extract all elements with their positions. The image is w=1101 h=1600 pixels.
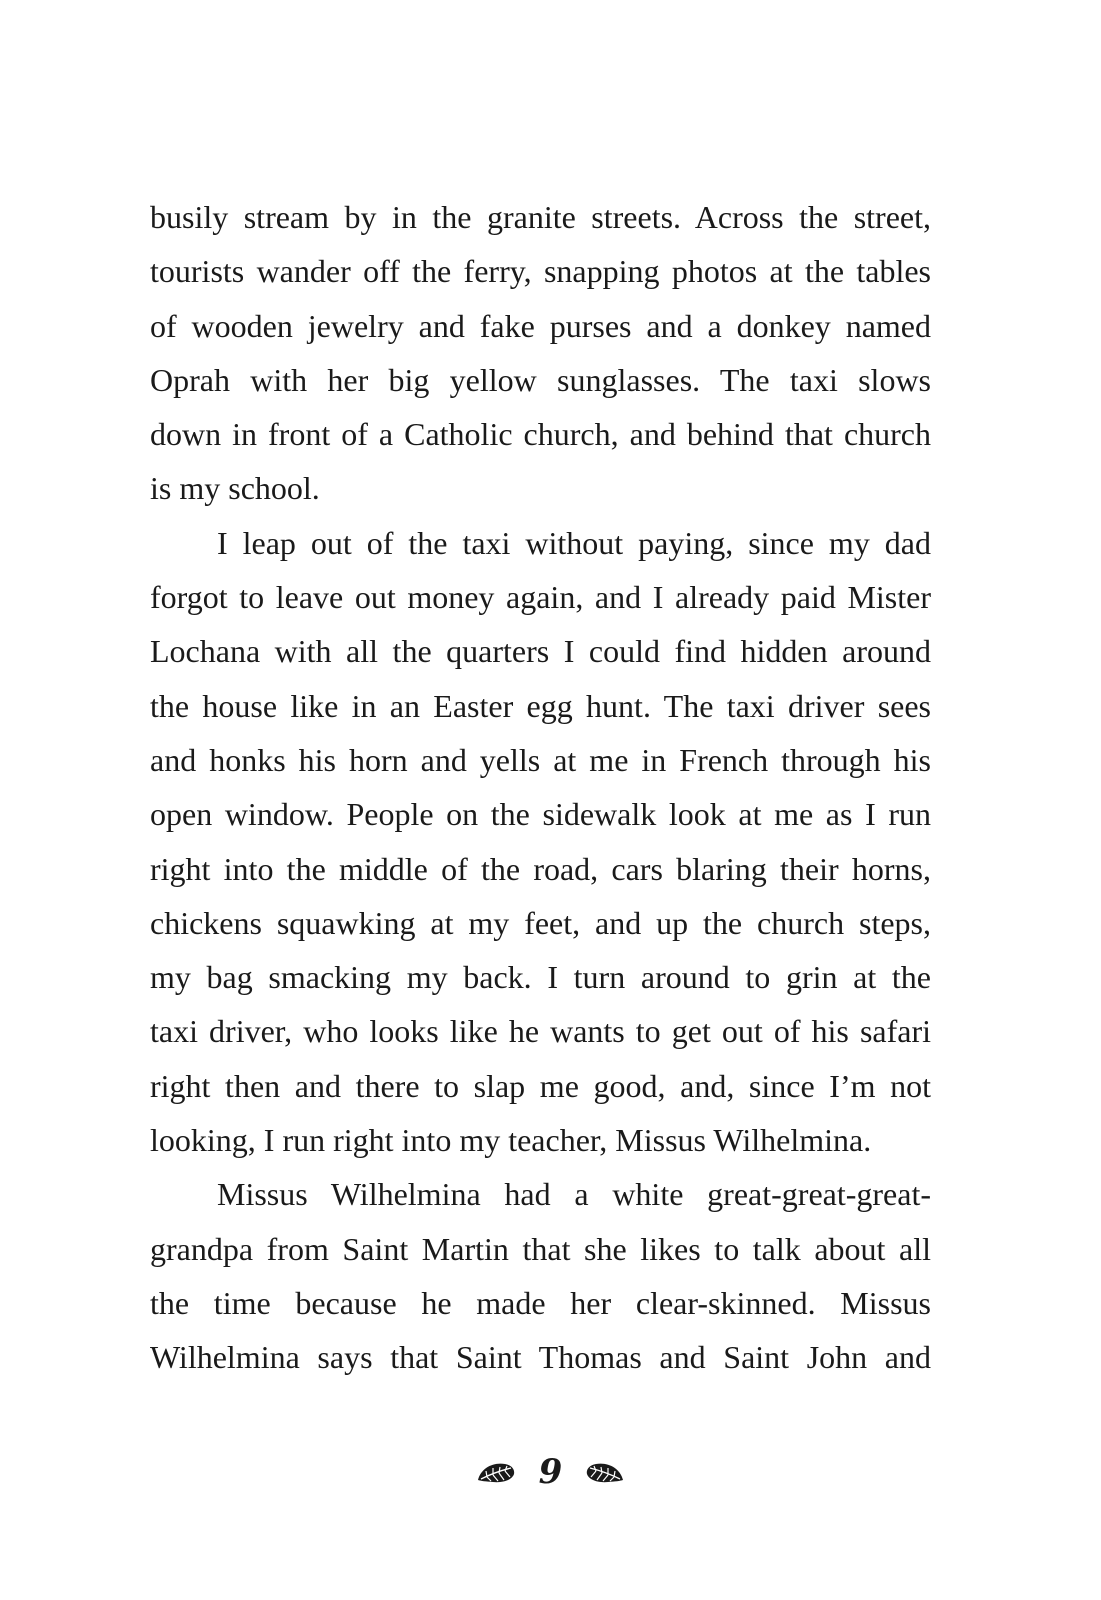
text-line: the house like in an Easter egg hunt. The taxi driver sees [150,687,931,724]
text-line: forgot to leave out money again, and I already paid Mister [150,579,931,616]
text-line: and honks his horn and yells at me in French through his [150,741,931,778]
page-number: 9 [538,1452,563,1492]
text-line: Missus Wilhelmina had a white great-great-great- [217,1176,931,1213]
text-line: Wilhelmina says that Saint Thomas and Saint John and [150,1339,931,1376]
paragraph [150,1167,931,1384]
text-line: right then and there to slap me good, and, since I’m not [150,1067,931,1104]
body-text [150,190,931,1385]
text-line: is my school. [150,470,320,507]
text-line: Lochana with all the quarters I could find hidden around [150,633,931,670]
paragraph [150,190,931,516]
text-line: grandpa from Saint Martin that she likes to talk about all [150,1230,931,1267]
text-line: Oprah with her big yellow sunglasses. The taxi slows [150,361,931,398]
text-line: open window. People on the sidewalk look at me as I run [150,796,931,833]
text-line: I leap out of the taxi without paying, since my dad [217,524,931,561]
text-line: looking, I run right into my teacher, Missus Wilhelmina. [150,1122,872,1159]
text-line: right into the middle of the road, cars blaring their horns, [150,850,931,887]
text-line: my bag smacking my back. I turn around to grin at the [150,959,931,996]
text-line: down in front of a Catholic church, and behind that church [150,416,931,453]
leaf-icon [584,1460,626,1484]
text-line: of wooden jewelry and fake purses and a donkey named [150,307,931,344]
text-line: taxi driver, who looks like he wants to get out of his safari [150,1013,931,1050]
paragraph [150,516,931,1168]
page-footer [0,1452,1101,1492]
text-line: tourists wander off the ferry, snapping photos at the tables [150,253,931,290]
leaf-icon [475,1460,517,1484]
text-line: chickens squawking at my feet, and up the church steps, [150,904,931,941]
text-line: the time because he made her clear-skinned. Missus [150,1284,931,1321]
text-line: busily stream by in the granite streets. Across the street, [150,199,931,235]
